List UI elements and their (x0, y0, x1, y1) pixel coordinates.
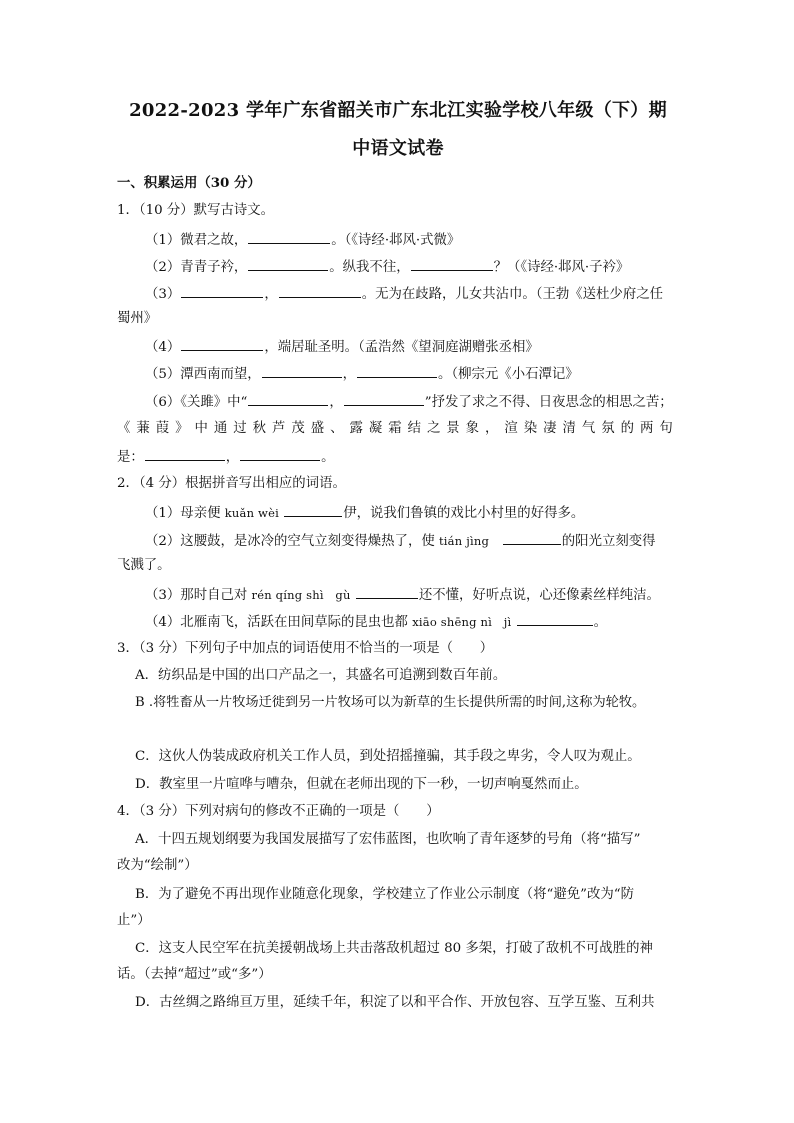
q4-option-b-continued: 止”） (117, 913, 151, 928)
q3-option-b[interactable]: B .将牲畜从一片牧场迁徙到另一片牧场可以为新草的生长提供所需的时间,这称为轮牧。 (135, 695, 646, 710)
exam-title-line1: 2022-2023 学年广东省韶关市广东北江实验学校八年级（下）期 (129, 100, 667, 121)
answer-blank[interactable] (248, 230, 330, 244)
q1-item-6-answer-line (117, 447, 335, 467)
q1-item-6-continued: 《蒹葭》中通过秋芦茂盛、露凝霜结之景象，渲染凄清气氛的两句 (117, 421, 674, 436)
pinyin-prompt: xiāo shēng nì jì (412, 615, 512, 629)
q2-item-1-text-a: （1）母亲便 (145, 506, 225, 521)
q2-item-4 (145, 612, 607, 632)
q4-option-a-continued: 改为“绘制”） (117, 858, 198, 873)
answer-blank[interactable] (145, 447, 225, 461)
q1-item-3 (145, 284, 663, 304)
q2-item-1-text-b: 伊，说我们鲁镇的戏比小村里的好得多。 (343, 506, 585, 521)
q2-item-2 (145, 531, 656, 551)
question-3-stem: 3．（3 分）下列句子中加点的词语使用不恰当的一项是（ ） (117, 641, 494, 656)
q1-item-4 (145, 337, 539, 357)
pinyin-prompt: kuǎn wèi (224, 506, 279, 520)
q2-item-2-continued: 飞溅了。 (117, 558, 171, 573)
q1-item-6-text-f: ， (225, 450, 240, 465)
q4-option-b[interactable]: B．为了避免不再出现作业随意化现象，学校建立了作业公示制度（将“避免”改为“防 (135, 887, 635, 902)
answer-blank[interactable] (181, 284, 263, 298)
q2-item-4-text-b: 。 (593, 615, 608, 630)
q1-item-5-text-c: 。（柳宗元《小石潭记》 (438, 367, 579, 382)
q2-item-4-text-a: （4）北雁南飞，活跃在田间草际的昆虫也都 (145, 615, 413, 630)
answer-blank[interactable] (262, 364, 342, 378)
q1-item-1 (145, 230, 460, 250)
answer-blank[interactable] (503, 531, 561, 545)
q1-item-1-text-a: （1）微君之故， (145, 233, 248, 248)
section-heading: 一、积累运用（30 分） (117, 175, 261, 191)
q3-option-d[interactable]: D．教室里一片喧哗与嘈杂，但就在老师出现的下一秒，一切声响戛然而止。 (135, 777, 588, 792)
pinyin-prompt: tián jìng (438, 534, 490, 548)
q2-item-2-text-a: （2）这腰鼓，是冰冷的空气立刻变得燥热了，使 (145, 534, 439, 549)
exam-title-line2: 中语文试卷 (352, 138, 444, 159)
q1-item-1-text-b: 。（《诗经·邶风·式微》 (331, 233, 461, 248)
answer-blank[interactable] (279, 284, 361, 298)
q1-item-5 (145, 364, 579, 384)
q1-item-2-text-a: （2）青青子衿， (145, 260, 248, 275)
q2-item-3-text-a: （3）那时自己对 (145, 588, 252, 603)
q2-item-3-text-b: 还不懂，好听点说，心还像素丝样纯洁。 (418, 588, 660, 603)
q3-option-c[interactable]: C．这伙人伪装成政府机关工作人员，到处招摇撞骗，其手段之卑劣，令人叹为观止。 (135, 749, 641, 764)
q1-item-5-text-a: （5）潭西南而望， (145, 367, 261, 382)
answer-blank[interactable] (517, 612, 593, 626)
q1-item-3-continued: 蜀州》 (117, 311, 158, 326)
question-2-stem: 2．（4 分）根据拼音写出相应的词语。 (117, 476, 346, 491)
q4-option-c[interactable]: C．这支人民空军在抗美援朝战场上共击落敌机超过 80 多架，打破了敌机不可战胜的神 (135, 941, 653, 956)
q1-item-3-text-b: ， (264, 287, 278, 302)
q4-option-d[interactable]: D．古丝绸之路绵亘万里，延续千年，积淀了以和平合作、开放包容、互学互鉴、互利共 (135, 995, 655, 1010)
question-4-stem: 4．（3 分）下列对病句的修改不正确的一项是（ ） (117, 804, 440, 819)
q4-option-c-continued: 话。（去掉“超过”或“多”） (117, 967, 272, 982)
answer-blank[interactable] (356, 585, 418, 599)
q1-item-6-text-e: 是： (117, 450, 144, 465)
q1-item-6-text-g: 。 (321, 450, 335, 465)
q1-item-3-text-c: 。无为在歧路，儿女共沾巾。（王勃《送杜少府之任 (361, 287, 663, 302)
q2-item-2-text-b: 的阳光立刻变得 (561, 534, 656, 549)
pinyin-prompt: rén qíng shì gù (251, 588, 351, 602)
q1-item-2-text-c: ？（《诗经·邶风·子衿》 (493, 260, 630, 275)
q1-item-5-text-b: ， (342, 367, 357, 382)
q1-item-6 (145, 392, 673, 412)
q3-option-a[interactable]: A．纺织品是中国的出口产品之一，其盛名可追溯到数百年前。 (135, 668, 507, 683)
q1-item-3-text-a: （3） (145, 287, 181, 302)
q4-option-a[interactable]: A．十四五规划纲要为我国发展描写了宏伟蓝图，也吹响了青年逐梦的号角（将“描写” (135, 832, 641, 847)
question-1-stem: 1．（10 分）默写古诗文。 (117, 203, 275, 218)
q1-item-2 (145, 257, 629, 277)
q1-item-4-text-a: （4） (145, 340, 181, 355)
q1-item-6-text-c: ”抒发了求之不得、日夜思念的相思之苦； (424, 395, 673, 410)
answer-blank[interactable] (248, 257, 328, 271)
q1-item-6-text-b: ， (329, 395, 343, 410)
answer-blank[interactable] (411, 257, 493, 271)
answer-blank[interactable] (344, 392, 424, 406)
answer-blank[interactable] (181, 337, 263, 351)
q1-item-4-text-b: ，端居耻圣明。（孟浩然《望洞庭湖赠张丞相》 (264, 340, 539, 355)
q1-item-2-text-b: 。纵我不往， (329, 260, 410, 275)
answer-blank[interactable] (248, 392, 328, 406)
q2-item-1 (145, 503, 584, 523)
answer-blank[interactable] (357, 364, 437, 378)
q1-item-6-text-a: （6）《关雎》中“ (145, 395, 248, 410)
answer-blank[interactable] (240, 447, 320, 461)
q2-item-3 (145, 585, 660, 605)
answer-blank[interactable] (284, 503, 342, 517)
